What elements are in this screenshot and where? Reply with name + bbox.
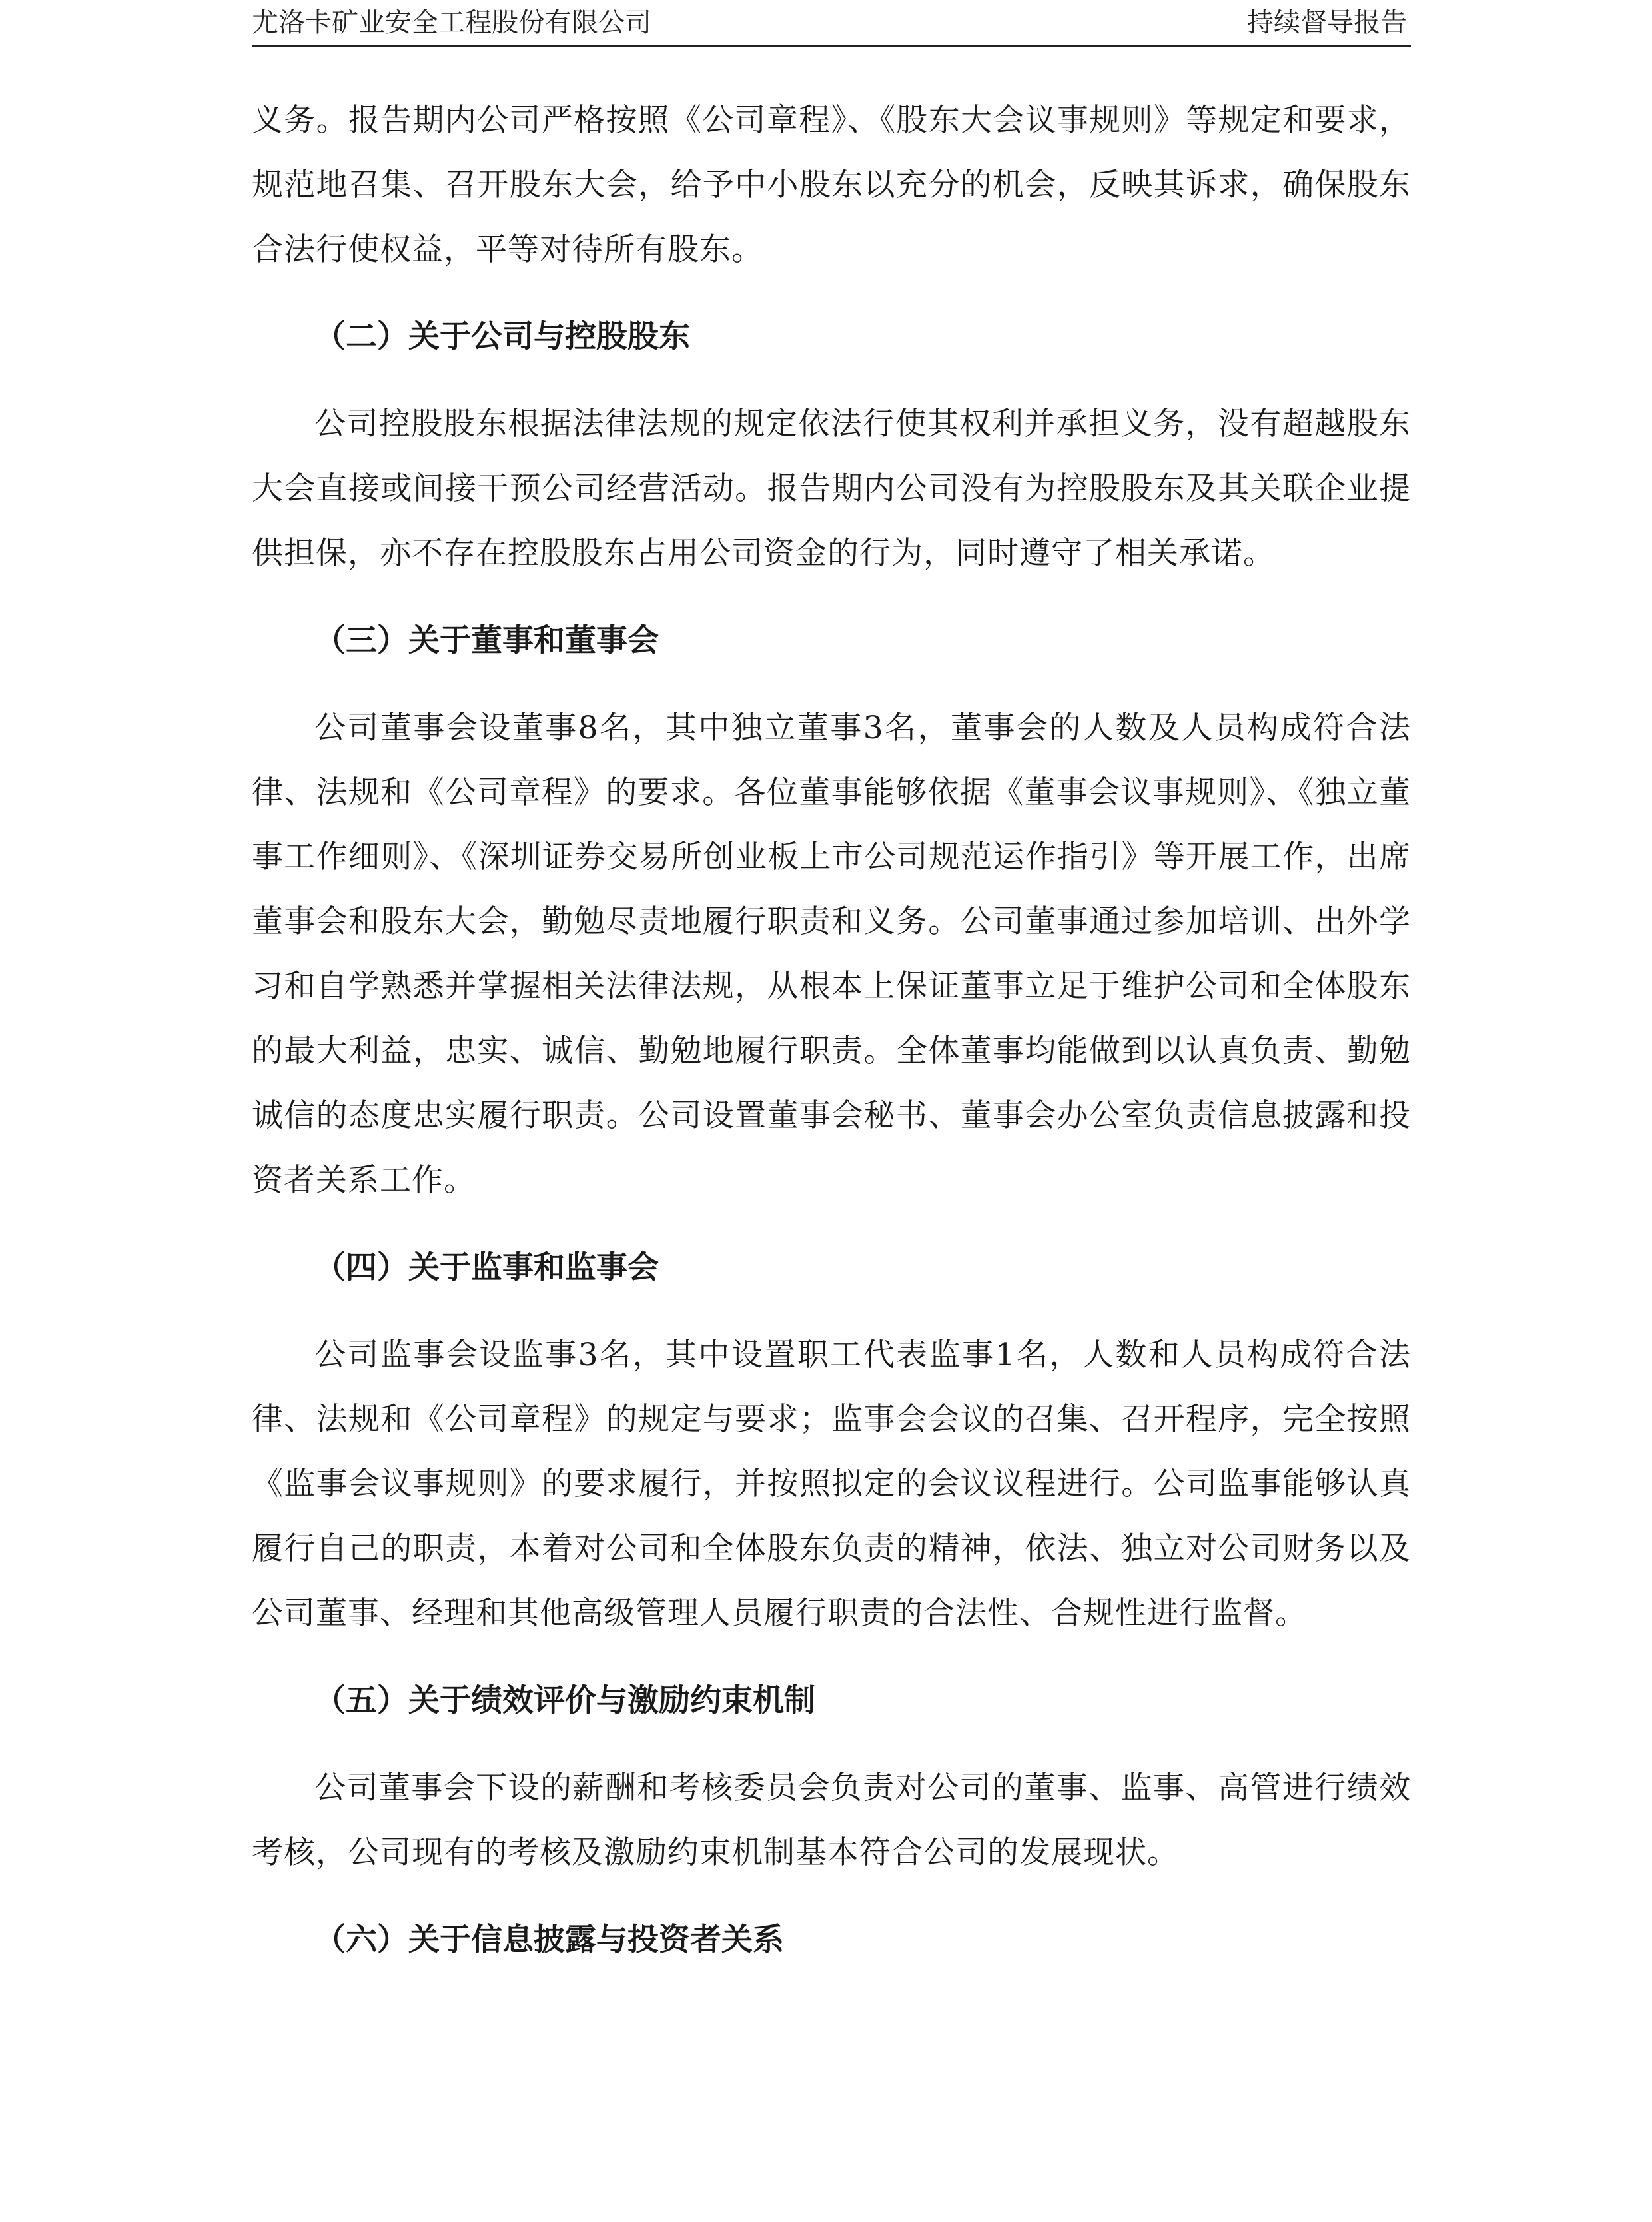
page-header [252,0,1411,47]
paragraph-performance-incentive: 公司董事会下设的薪酬和考核委员会负责对公司的董事、监事、高管进行绩效考核，公司现有的考核及激励约束机制基本符合公司的发展现状。 [252,1770,1411,1871]
paragraph-controlling-shareholder: 公司控股股东根据法律法规的规定依法行使其权利并承担义务，没有超越股东大会直接或间接干预公司经营活动。报告期内公司没有为控股股东及其关联企业提供担保，亦不存在控股股东占用公司资金的行为，同时遵守了相关承诺。 [252,406,1411,572]
section-heading-information-disclosure: （六）关于信息披露与投资者关系 [314,1922,784,1958]
section-heading-supervisory-board: （四）关于监事和监事会 [314,1249,659,1286]
paragraph-supervisory-board: 公司监事会设监事3名，其中设置职工代表监事1名，人数和人员构成符合法律、法规和《公司章程》的规定与要求；监事会会议的召集、召开程序，完全按照《监事会议事规则》的要求履行，并按照拟定的会议议程进行。公司监事能够认真履行自己的职责，本着对公司和全体股东负责的精神，依法、独立对公司财务以及公司董事、经理和其他高级管理人员履行职责的合法性、合规性进行监督。 [252,1337,1411,1632]
header-report-title: 持续督导报告 [1247,7,1407,38]
section-heading-board-of-directors: （三）关于董事和董事会 [314,622,659,659]
paragraph-board-of-directors: 公司董事会设董事8名，其中独立董事3名，董事会的人数及人员构成符合法律、法规和《公司章程》的要求。各位董事能够依据《董事会议事规则》、《独立董事工作细则》、《深圳证券交易所创业板上市公司规范运作指引》等开展工作，出席董事会和股东大会，勤勉尽责地履行职责和义务。公司董事通过参加培训、出外学习和自学熟悉并掌握相关法律法规，从根本上保证董事立足于维护公司和全体股东的最大利益，忠实、诚信、勤勉地履行职责。全体董事均能做到以认真负责、勤勉诚信的态度忠实履行职责。公司设置董事会秘书、董事会办公室负责信息披露和投资者关系工作。 [252,710,1411,1199]
paragraph-shareholders-continued: 义务。报告期内公司严格按照《公司章程》、《股东大会议事规则》等规定和要求，规范地召集、召开股东大会，给予中小股东以充分的机会，反映其诉求，确保股东合法行使权益，平等对待所有股东。 [252,102,1411,268]
section-heading-controlling-shareholder: （二）关于公司与控股股东 [314,318,690,355]
header-company-name: 尤洛卡矿业安全工程股份有限公司 [252,7,651,38]
document-body [252,88,1411,1972]
section-heading-performance-incentive: （五）关于绩效评价与激励约束机制 [314,1682,815,1719]
